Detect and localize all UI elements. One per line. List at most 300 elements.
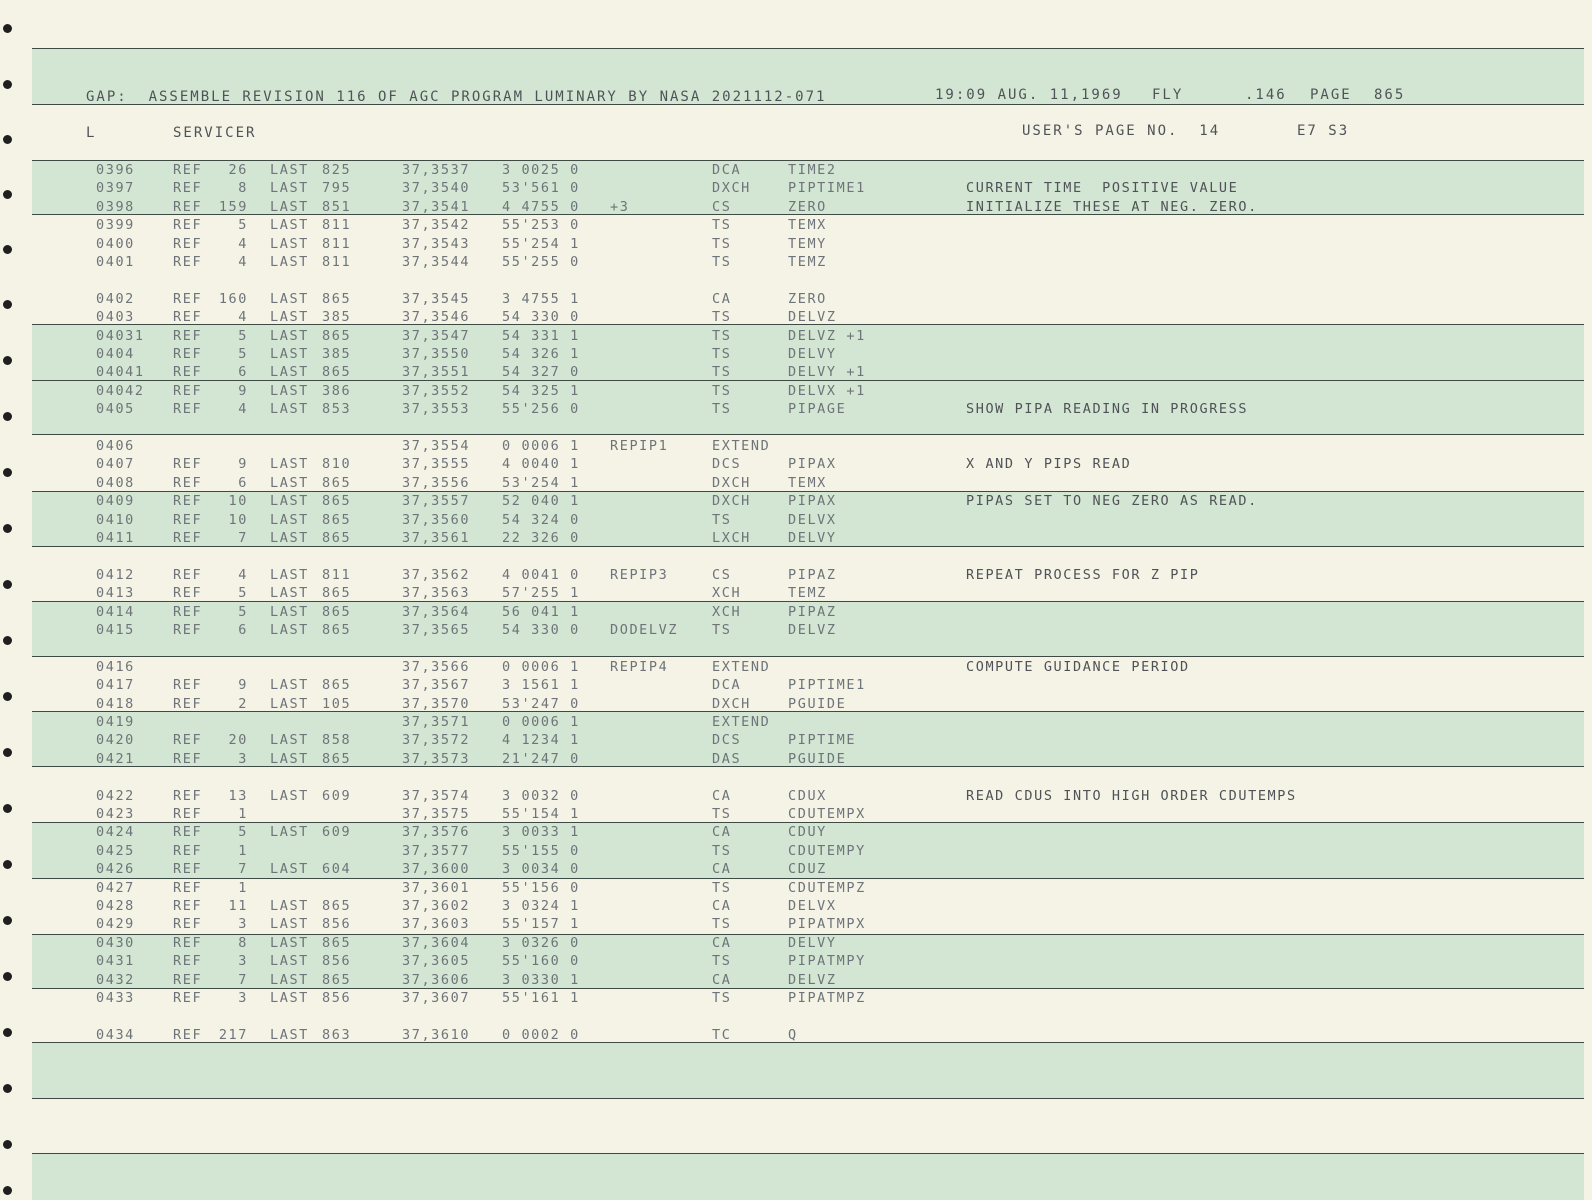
card-number: 0430 [96, 934, 135, 951]
memory-address: 37,3607 [402, 990, 471, 1006]
last-keyword: LAST [270, 971, 309, 988]
ref-keyword: REF [173, 217, 203, 234]
ref-count: 6 [238, 622, 248, 638]
location-label: REPIP4 [610, 658, 669, 675]
card-number: 0397 [96, 180, 135, 197]
card-number: 0423 [96, 806, 135, 822]
sprocket-hole [3, 1028, 12, 1037]
opcode: TS [712, 364, 732, 381]
operand: ZERO [788, 198, 827, 215]
last-keyword: LAST [270, 622, 309, 638]
memory-address: 37,3562 [402, 566, 471, 583]
octal-code: 54 325 1 [502, 382, 580, 399]
comment: INITIALIZE THESE AT NEG. ZERO. [966, 198, 1258, 215]
octal-code: 3 0033 1 [502, 824, 580, 841]
last-page: 865 [322, 971, 352, 988]
opcode: DCS [712, 456, 742, 473]
octal-code: 53'254 1 [502, 474, 580, 491]
ref-count: 4 [238, 566, 248, 583]
card-number: 04042 [96, 382, 145, 399]
octal-code: 52 040 1 [502, 493, 580, 510]
page-number: 865 [1374, 87, 1406, 103]
operand: CDUTEMPY [788, 842, 866, 859]
last-keyword: LAST [270, 346, 309, 362]
opcode: CS [712, 198, 732, 215]
ref-count: 5 [238, 217, 248, 234]
sprocket-hole [3, 972, 12, 981]
opcode: CA [712, 290, 732, 307]
memory-address: 37,3544 [402, 254, 471, 270]
octal-code: 3 0330 1 [502, 971, 580, 988]
operand: TIME2 [788, 162, 837, 178]
ref-count: 20 [228, 732, 248, 749]
opcode: CA [712, 861, 732, 878]
ref-keyword: REF [173, 401, 203, 418]
memory-address: 37,3556 [402, 474, 471, 491]
ref-count: 10 [228, 493, 248, 510]
memory-address: 37,3565 [402, 622, 471, 638]
ref-keyword: REF [173, 732, 203, 749]
octal-code: 54 324 0 [502, 511, 580, 528]
opcode: TC [712, 1026, 732, 1043]
memory-address: 37,3576 [402, 824, 471, 841]
last-keyword: LAST [270, 566, 309, 583]
last-page: 865 [322, 677, 352, 694]
ref-count: 3 [238, 750, 248, 767]
card-number: 0425 [96, 842, 135, 859]
operand: CDUX [788, 787, 827, 804]
ref-keyword: REF [173, 198, 203, 215]
sprocket-hole [3, 1140, 12, 1149]
card-number: 0411 [96, 530, 135, 546]
divider [32, 434, 1584, 435]
octal-code: 3 0324 1 [502, 898, 580, 914]
operand: CDUTEMPZ [788, 879, 866, 896]
memory-address: 37,3546 [402, 309, 471, 326]
ref-count: 1 [238, 842, 248, 859]
last-keyword: LAST [270, 382, 309, 399]
card-number: 0399 [96, 217, 135, 234]
location-label: REPIP3 [610, 566, 669, 583]
card-number: 0419 [96, 714, 135, 730]
ref-keyword: REF [173, 235, 203, 252]
last-page: 825 [322, 162, 352, 178]
last-keyword: LAST [270, 750, 309, 767]
card-number: 0421 [96, 750, 135, 767]
ref-keyword: REF [173, 254, 203, 270]
card-number: 0427 [96, 879, 135, 896]
octal-code: 54 331 1 [502, 327, 580, 344]
last-page: 609 [322, 787, 352, 804]
last-keyword: LAST [270, 824, 309, 841]
opcode: EXTEND [712, 658, 771, 675]
last-page: 865 [322, 364, 352, 381]
memory-address: 37,3545 [402, 290, 471, 307]
opcode: DAS [712, 750, 742, 767]
operand: PIPTIME1 [788, 677, 866, 694]
memory-address: 37,3554 [402, 438, 471, 454]
ref-keyword: REF [173, 677, 203, 694]
last-keyword: LAST [270, 732, 309, 749]
opcode: TS [712, 879, 732, 896]
octal-code: 55'256 0 [502, 401, 580, 418]
last-keyword: LAST [270, 456, 309, 473]
comment: PIPAS SET TO NEG ZERO AS READ. [966, 493, 1258, 510]
ref-count: 26 [228, 162, 248, 178]
last-page: 865 [322, 511, 352, 528]
last-keyword: LAST [270, 787, 309, 804]
section-letter: L [86, 125, 97, 141]
sprocket-hole [3, 692, 12, 701]
operand: TEMX [788, 474, 827, 491]
operand: TEMX [788, 217, 827, 234]
last-keyword: LAST [270, 916, 309, 933]
memory-address: 37,3572 [402, 732, 471, 749]
operand: PIPTIME1 [788, 180, 866, 197]
ref-keyword: REF [173, 585, 203, 602]
last-page: 865 [322, 622, 352, 638]
card-number: 0414 [96, 603, 135, 620]
ref-count: 217 [218, 1026, 248, 1043]
ref-count: 7 [238, 530, 248, 546]
opcode: CA [712, 898, 732, 914]
octal-code: 3 0034 0 [502, 861, 580, 878]
last-page: 856 [322, 953, 352, 970]
last-page: 385 [322, 309, 352, 326]
card-number: 0426 [96, 861, 135, 878]
ref-keyword: REF [173, 162, 203, 178]
operand: TEMZ [788, 585, 827, 602]
last-keyword: LAST [270, 695, 309, 712]
operand: DELVY +1 [788, 364, 866, 381]
ref-count: 5 [238, 327, 248, 344]
memory-address: 37,3601 [402, 879, 471, 896]
memory-address: 37,3566 [402, 658, 471, 675]
last-keyword: LAST [270, 990, 309, 1006]
opcode: EXTEND [712, 714, 771, 730]
page-label: PAGE [1310, 87, 1352, 103]
sprocket-hole [3, 80, 12, 89]
divider [32, 656, 1584, 657]
ref-count: 2 [238, 695, 248, 712]
operand: PIPAZ [788, 603, 837, 620]
opcode: CA [712, 971, 732, 988]
ref-keyword: REF [173, 695, 203, 712]
opcode: TS [712, 217, 732, 234]
last-keyword: LAST [270, 309, 309, 326]
ref-count: 6 [238, 364, 248, 381]
card-number: 0432 [96, 971, 135, 988]
sprocket-hole [3, 748, 12, 757]
last-page: 865 [322, 750, 352, 767]
ref-keyword: REF [173, 566, 203, 583]
card-number: 0402 [96, 290, 135, 307]
operand: CDUY [788, 824, 827, 841]
octal-code: 3 1561 1 [502, 677, 580, 694]
memory-address: 37,3551 [402, 364, 471, 381]
memory-address: 37,3541 [402, 198, 471, 215]
memory-address: 37,3603 [402, 916, 471, 933]
octal-code: 55'255 0 [502, 254, 580, 270]
last-keyword: LAST [270, 401, 309, 418]
last-keyword: LAST [270, 861, 309, 878]
ref-keyword: REF [173, 1026, 203, 1043]
ref-count: 4 [238, 309, 248, 326]
ref-count: 4 [238, 254, 248, 270]
last-keyword: LAST [270, 217, 309, 234]
location-label: +3 [610, 198, 630, 215]
last-page: 105 [322, 695, 352, 712]
card-number: 0403 [96, 309, 135, 326]
card-number: 04031 [96, 327, 145, 344]
ref-keyword: REF [173, 603, 203, 620]
opcode: XCH [712, 603, 742, 620]
ref-count: 1 [238, 879, 248, 896]
last-keyword: LAST [270, 290, 309, 307]
opcode: TS [712, 806, 732, 822]
divider [32, 1042, 1584, 1043]
comment: SHOW PIPA READING IN PROGRESS [966, 401, 1249, 418]
ref-count: 9 [238, 456, 248, 473]
sprocket-hole [3, 860, 12, 869]
ref-keyword: REF [173, 953, 203, 970]
opcode: CS [712, 566, 732, 583]
opcode: TS [712, 382, 732, 399]
memory-address: 37,3570 [402, 695, 471, 712]
octal-code: 55'160 0 [502, 953, 580, 970]
operand: DELVZ +1 [788, 327, 866, 344]
ref-keyword: REF [173, 750, 203, 767]
card-number: 04041 [96, 364, 145, 381]
octal-code: 3 0326 0 [502, 934, 580, 951]
octal-code: 0 0002 0 [502, 1026, 580, 1043]
last-page: 865 [322, 603, 352, 620]
sprocket-hole [3, 636, 12, 645]
card-number: 0417 [96, 677, 135, 694]
ref-count: 5 [238, 346, 248, 362]
sprocket-hole [3, 1186, 12, 1195]
last-keyword: LAST [270, 1026, 309, 1043]
opcode: LXCH [712, 530, 751, 546]
memory-address: 37,3602 [402, 898, 471, 914]
last-keyword: LAST [270, 603, 309, 620]
octal-code: 0 0006 1 [502, 438, 580, 454]
last-page: 856 [322, 990, 352, 1006]
memory-address: 37,3555 [402, 456, 471, 473]
ref-keyword: REF [173, 364, 203, 381]
octal-code: 55'253 0 [502, 217, 580, 234]
sprocket-hole [3, 245, 12, 254]
ref-keyword: REF [173, 842, 203, 859]
memory-address: 37,3553 [402, 401, 471, 418]
ref-count: 5 [238, 585, 248, 602]
operand: DELVX [788, 898, 837, 914]
operand: DELVZ [788, 309, 837, 326]
memory-address: 37,3542 [402, 217, 471, 234]
ref-keyword: REF [173, 990, 203, 1006]
opcode: TS [712, 842, 732, 859]
ref-keyword: REF [173, 916, 203, 933]
opcode: XCH [712, 585, 742, 602]
comment: READ CDUS INTO HIGH ORDER CDUTEMPS [966, 787, 1297, 804]
section-name: SERVICER [173, 125, 257, 141]
ref-keyword: REF [173, 530, 203, 546]
ref-keyword: REF [173, 971, 203, 988]
card-number: 0422 [96, 787, 135, 804]
sprocket-hole [3, 135, 12, 144]
memory-address: 37,3575 [402, 806, 471, 822]
ref-keyword: REF [173, 824, 203, 841]
ref-count: 8 [238, 934, 248, 951]
ref-keyword: REF [173, 456, 203, 473]
sprocket-hole [3, 24, 12, 33]
last-keyword: LAST [270, 898, 309, 914]
octal-code: 55'155 0 [502, 842, 580, 859]
last-keyword: LAST [270, 254, 309, 270]
last-keyword: LAST [270, 235, 309, 252]
operand: PIPAGE [788, 401, 847, 418]
octal-code: 3 0025 0 [502, 162, 580, 178]
memory-address: 37,3537 [402, 162, 471, 178]
last-page: 604 [322, 861, 352, 878]
operand: DELVZ [788, 622, 837, 638]
memory-address: 37,3577 [402, 842, 471, 859]
sprocket-hole [3, 190, 12, 199]
card-number: 0433 [96, 990, 135, 1006]
octal-code: 53'561 0 [502, 180, 580, 197]
card-number: 0429 [96, 916, 135, 933]
opcode: DCA [712, 677, 742, 694]
last-keyword: LAST [270, 162, 309, 178]
ref-keyword: REF [173, 309, 203, 326]
memory-address: 37,3571 [402, 714, 471, 730]
last-page: 865 [322, 474, 352, 491]
memory-address: 37,3543 [402, 235, 471, 252]
memory-address: 37,3552 [402, 382, 471, 399]
operand: ZERO [788, 290, 827, 307]
card-number: 0424 [96, 824, 135, 841]
opcode: TS [712, 346, 732, 362]
users-page-number: USER'S PAGE NO. 14 [1022, 123, 1221, 139]
comment: X AND Y PIPS READ [966, 456, 1132, 473]
ref-keyword: REF [173, 806, 203, 822]
last-page: 865 [322, 585, 352, 602]
opcode: TS [712, 511, 732, 528]
card-number: 0418 [96, 695, 135, 712]
opcode: CA [712, 824, 732, 841]
ref-keyword: REF [173, 474, 203, 491]
memory-address: 37,3563 [402, 585, 471, 602]
octal-code: 53'247 0 [502, 695, 580, 712]
operand: PIPATMPY [788, 953, 866, 970]
card-number: 0409 [96, 493, 135, 510]
operand: TEMZ [788, 254, 827, 270]
opcode: CA [712, 787, 732, 804]
last-keyword: LAST [270, 511, 309, 528]
last-keyword: LAST [270, 677, 309, 694]
last-page: 811 [322, 566, 352, 583]
ref-keyword: REF [173, 787, 203, 804]
ref-keyword: REF [173, 290, 203, 307]
octal-code: 54 326 1 [502, 346, 580, 362]
memory-address: 37,3540 [402, 180, 471, 197]
ref-count: 5 [238, 603, 248, 620]
card-number: 0415 [96, 622, 135, 638]
opcode: DXCH [712, 695, 751, 712]
ref-count: 8 [238, 180, 248, 197]
octal-code: 54 330 0 [502, 309, 580, 326]
ref-keyword: REF [173, 180, 203, 197]
card-number: 0434 [96, 1026, 135, 1043]
operand: PGUIDE [788, 750, 847, 767]
ref-count: 10 [228, 511, 248, 528]
operand: PIPAZ [788, 566, 837, 583]
last-page: 865 [322, 290, 352, 307]
octal-code: 55'157 1 [502, 916, 580, 933]
sprocket-hole [3, 916, 12, 925]
octal-code: 3 4755 1 [502, 290, 580, 307]
octal-code: 55'154 1 [502, 806, 580, 822]
card-number: 0407 [96, 456, 135, 473]
operand: PIPAX [788, 456, 837, 473]
opcode: TS [712, 953, 732, 970]
operand: CDUTEMPX [788, 806, 866, 822]
last-keyword: LAST [270, 934, 309, 951]
last-keyword: LAST [270, 474, 309, 491]
octal-code: 57'255 1 [502, 585, 580, 602]
ref-keyword: REF [173, 898, 203, 914]
ref-count: 1 [238, 806, 248, 822]
octal-code: 3 0032 0 [502, 787, 580, 804]
card-number: 0420 [96, 732, 135, 749]
ref-count: 4 [238, 401, 248, 418]
opcode: DXCH [712, 493, 751, 510]
sprocket-hole [3, 300, 12, 309]
sprocket-hole [3, 524, 12, 533]
octal-code: 55'161 1 [502, 990, 580, 1006]
opcode: CA [712, 934, 732, 951]
card-number: 0401 [96, 254, 135, 270]
ref-count: 11 [228, 898, 248, 914]
octal-code: 21'247 0 [502, 750, 580, 767]
ref-keyword: REF [173, 879, 203, 896]
ref-count: 13 [228, 787, 248, 804]
sprocket-hole [3, 468, 12, 477]
opcode: DCS [712, 732, 742, 749]
card-number: 0400 [96, 235, 135, 252]
last-page: 865 [322, 934, 352, 951]
last-keyword: LAST [270, 327, 309, 344]
ref-count: 4 [238, 235, 248, 252]
octal-code: 0 0006 1 [502, 658, 580, 675]
opcode: TS [712, 309, 732, 326]
octal-code: 4 4755 0 [502, 198, 580, 215]
comment: CURRENT TIME POSITIVE VALUE [966, 180, 1239, 197]
last-page: 386 [322, 382, 352, 399]
last-page: 865 [322, 898, 352, 914]
opcode: EXTEND [712, 438, 771, 454]
sprocket-hole [3, 412, 12, 421]
card-number: 0408 [96, 474, 135, 491]
opcode: TS [712, 401, 732, 418]
divider [32, 48, 1584, 49]
last-page: 858 [322, 732, 352, 749]
last-page: 811 [322, 235, 352, 252]
opcode: DXCH [712, 180, 751, 197]
octal-code: 0 0006 1 [502, 714, 580, 730]
operand: PIPAX [788, 493, 837, 510]
last-page: 810 [322, 456, 352, 473]
